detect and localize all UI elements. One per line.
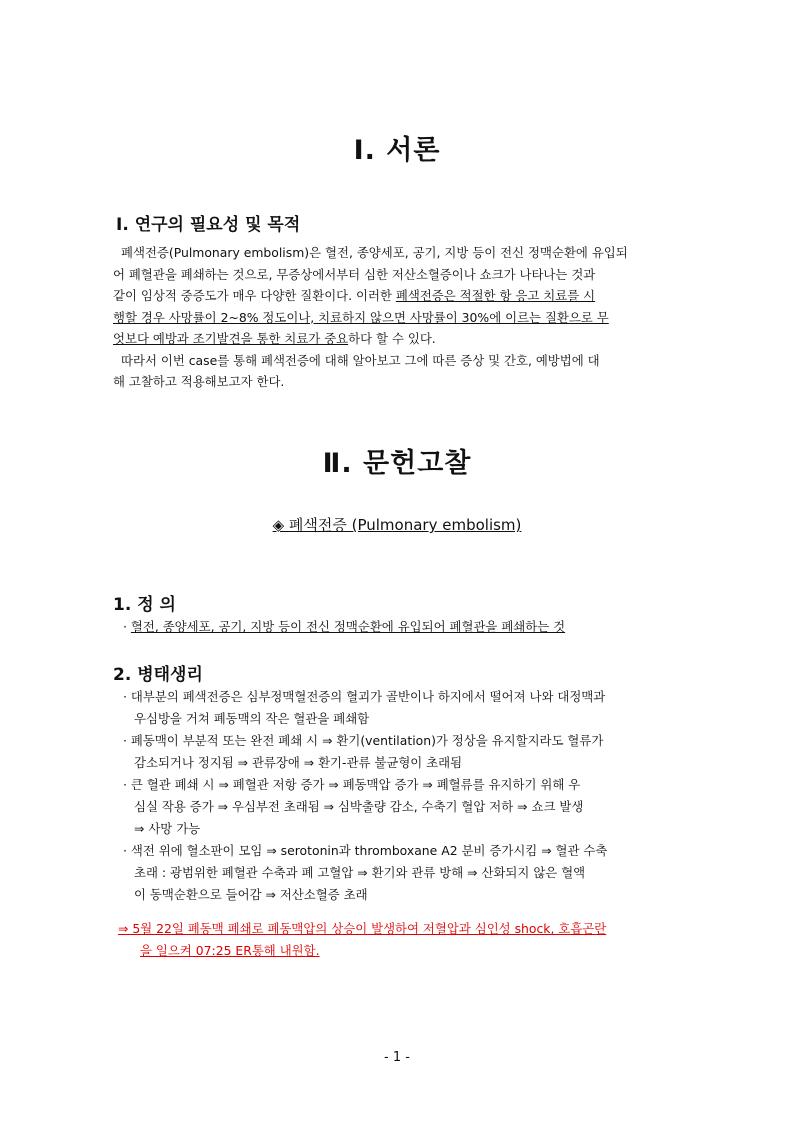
pathophysiology-list [123, 686, 688, 906]
list-item-text: 대부분의 폐색전증은 심부정맥혈전증의 혈괴가 골반이나 하지에서 떨어져 나와 대정맥과 [130, 689, 606, 704]
case-note-line: ⇒ 5월 22일 폐동맥 폐쇄로 폐동맥압의 상승이 발생하여 저혈압과 심인성 shock, 호흡곤란 [118, 921, 607, 936]
para-line: 따라서 이번 case를 통해 폐색전증에 대해 알아보고 그에 따른 증상 및 간호, 예방법에 대 [121, 352, 600, 368]
list-item-text: 색전 위에 혈소판이 모임 ⇒ serotonin과 thromboxane A2 분비 증가시킴 ⇒ 혈관 수축 [130, 843, 608, 858]
para-line: 어 폐혈관을 폐쇄하는 것으로, 무증상에서부터 심한 저산소혈증이나 쇼크가 나타나는 것과 [113, 266, 596, 282]
section-title-introduction: Ⅰ. 서론 [353, 135, 441, 166]
list-item-text: 폐동맥이 부분적 또는 완전 폐쇄 시 ⇒ 환기(ventilation)가 정상을 유지할지라도 혈류가 [130, 733, 604, 748]
list-item-cont: 심실 작용 증가 ⇒ 우심부전 초래됨 ⇒ 심박출량 감소, 수축기 혈압 저하 ⇒ 쇼크 발생 [134, 799, 584, 814]
para-underlined-text: 폐색전증은 적절한 항 응고 치료를 시 [395, 288, 596, 303]
para-underlined-text: 엇보다 예방과 조기발견을 통한 치료가 중요 [113, 331, 349, 346]
definition-text: 혈전, 종양세포, 공기, 지방 등이 전신 정맥순환에 유입되어 폐혈관을 폐쇄하는 것 [130, 619, 566, 634]
list-item-cont: 우심방을 거쳐 폐동맥의 작은 혈관을 폐쇄함 [134, 711, 370, 726]
case-note-line: 을 일으켜 07:25 ER통해 내원함. [140, 943, 320, 958]
case-note [118, 918, 683, 962]
list-item: · 폐동맥이 부분적 또는 완전 폐쇄 시 ⇒ 환기(ventilation)가 정상을 유지할지라도 혈류가 [123, 733, 604, 748]
list-item-cont: 이 동맥순환으로 들어감 ⇒ 저산소혈증 초래 [134, 887, 368, 902]
list-item-text: 큰 혈관 폐쇄 시 ⇒ 폐혈관 저항 증가 ⇒ 폐동맥압 증가 ⇒ 폐혈류를 유지하기 위해 우 [130, 777, 581, 792]
para-line: 폐색전증(Pulmonary embolism)은 혈전, 종양세포, 공기, 지방 등이 전신 정맥순환에 유입되 [121, 245, 628, 260]
section-title-literature-review: Ⅱ. 문헌고찰 [322, 448, 472, 479]
list-item: · 혈전, 종양세포, 공기, 지방 등이 전신 정맥순환에 유입되어 폐혈관을 폐쇄하는 것 [123, 619, 566, 634]
topic-title: ◈ 폐색전증 (Pulmonary embolism) [272, 516, 522, 534]
subsection-title-purpose: Ⅰ. 연구의 필요성 및 목적 [116, 215, 301, 235]
list-item: · 대부분의 폐색전증은 심부정맥혈전증의 혈괴가 골반이나 하지에서 떨어져 나와 대정맥과 [123, 689, 606, 704]
para-line: 해 고찰하고 적용해보고자 한다. [113, 374, 285, 389]
list-item-cont: ⇒ 사망 가능 [134, 821, 201, 836]
list-item: · 색전 위에 혈소판이 모임 ⇒ serotonin과 thromboxane A2 분비 증가시킴 ⇒ 혈관 수축 [123, 843, 608, 858]
para-line [113, 285, 683, 307]
list-item: · 큰 혈관 폐쇄 시 ⇒ 폐혈관 저항 증가 ⇒ 폐동맥압 증가 ⇒ 폐혈류를 유지하기 위해 우 [123, 777, 581, 792]
paragraph-purpose [113, 242, 683, 393]
para-underlined-line: 행할 경우 사망률이 2~8% 정도이나, 치료하지 않으면 사망률이 30%에 이르는 질환으로 무 [113, 309, 609, 325]
para-text: 하다 할 수 있다. [348, 331, 436, 346]
page-number: - 1 - [384, 1050, 410, 1065]
para-text: 같이 임상적 중증도가 매우 다양한 질환이다. 이러한 [113, 288, 396, 303]
para-line [113, 328, 683, 350]
definition-list [123, 616, 688, 638]
list-item-cont: 감소되거나 정지됨 ⇒ 관류장애 ⇒ 환기-관류 불균형이 초래됨 [134, 755, 463, 770]
heading-pathophysiology: 2. 병태생리 [113, 665, 203, 685]
heading-definition: 1. 정 의 [113, 595, 176, 615]
list-item-cont: 초래 : 광범위한 폐혈관 수축과 폐 고혈압 ⇒ 환기와 관류 방해 ⇒ 산화되지 않은 혈액 [134, 865, 586, 880]
